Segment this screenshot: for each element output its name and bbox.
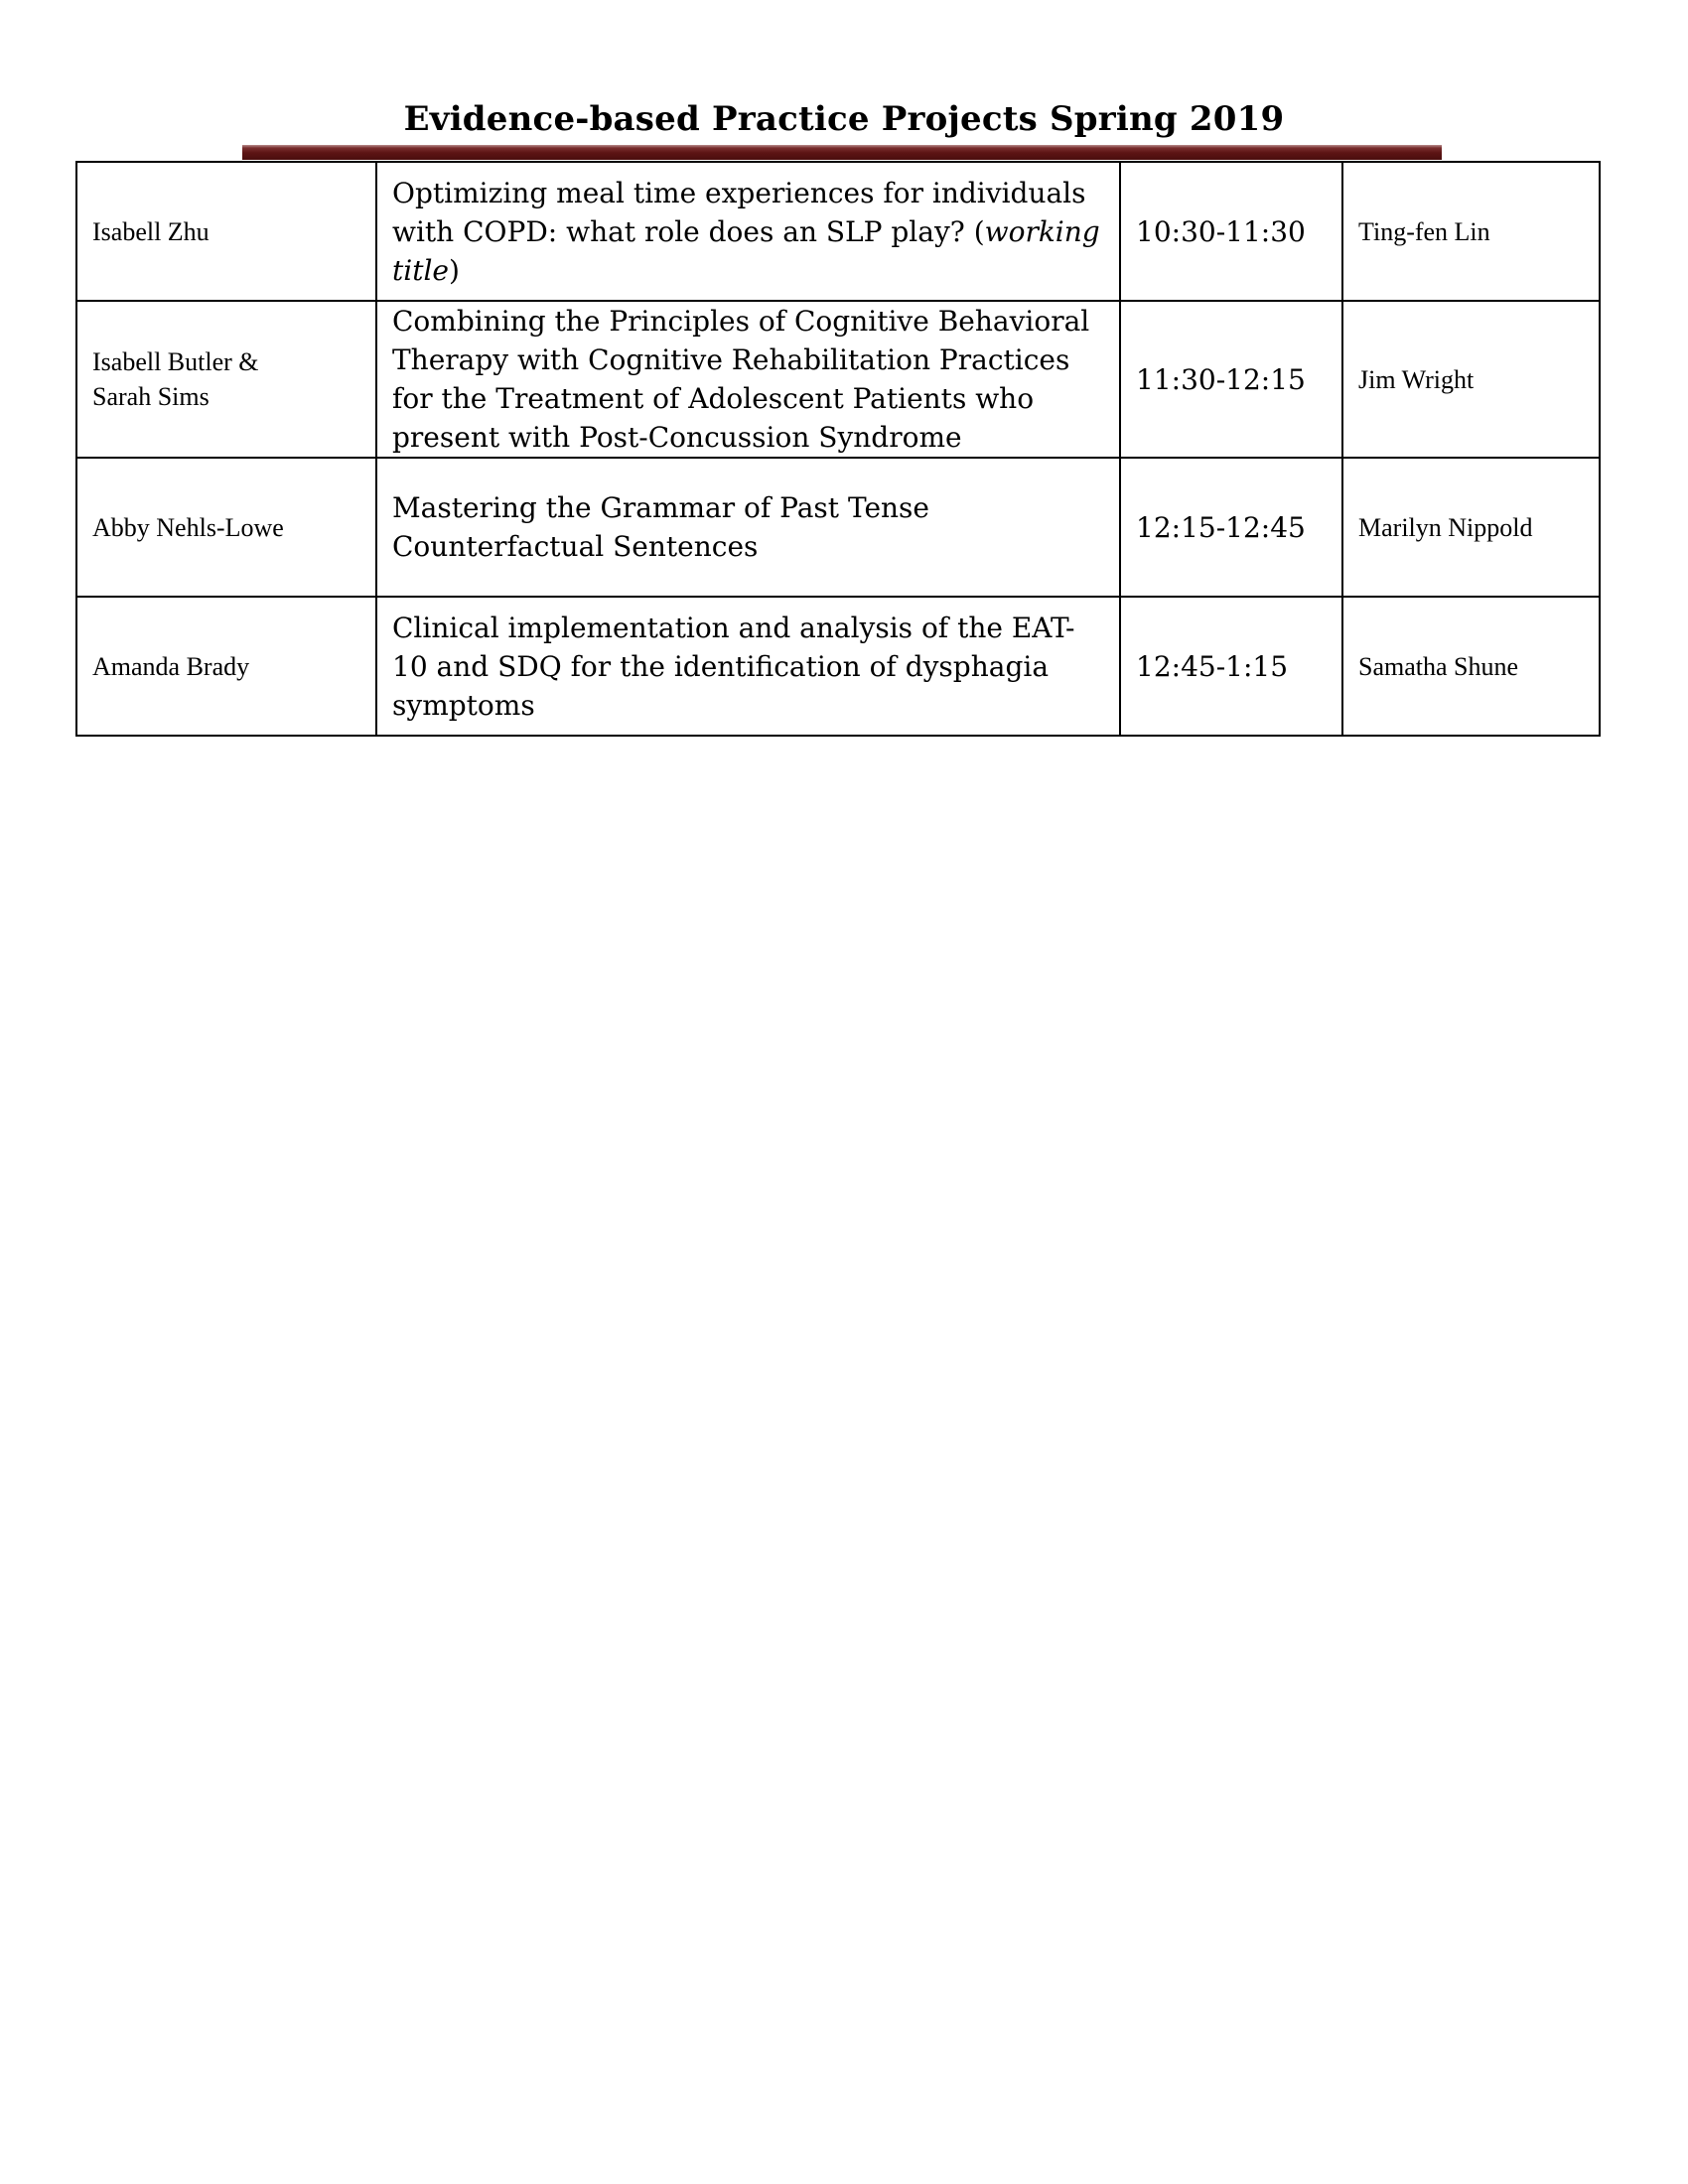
table-row xyxy=(76,597,1600,736)
project-title: Mastering the Grammar of Past Tense Counterfactual Sentences xyxy=(392,491,929,563)
presenter-cell xyxy=(76,597,376,736)
page-title: Evidence-based Practice Projects Spring 2019 xyxy=(403,99,1285,139)
advisor-name: Marilyn Nippold xyxy=(1358,512,1533,542)
advisor-cell xyxy=(1342,162,1600,301)
presenter-name: Sarah Sims xyxy=(92,382,210,411)
time-cell xyxy=(1120,458,1342,597)
time-slot: 11:30-12:15 xyxy=(1136,362,1306,396)
time-slot: 10:30-11:30 xyxy=(1136,214,1306,248)
table-row xyxy=(76,162,1600,301)
presenter-cell xyxy=(76,301,376,458)
time-cell xyxy=(1120,162,1342,301)
time-slot: 12:15-12:45 xyxy=(1136,510,1306,544)
project-title: Clinical implementation and analysis of the EAT-10 and SDQ for the identification of dysphagia symptoms xyxy=(392,611,1075,722)
advisor-cell xyxy=(1342,597,1600,736)
presenter-cell xyxy=(76,162,376,301)
table-row xyxy=(76,301,1600,458)
advisor-cell xyxy=(1342,458,1600,597)
time-slot: 12:45-1:15 xyxy=(1136,649,1289,683)
title-divider xyxy=(242,145,1442,160)
advisor-name: Ting-fen Lin xyxy=(1358,216,1490,246)
presenter-name: Amanda Brady xyxy=(92,651,250,681)
advisor-cell xyxy=(1342,301,1600,458)
time-cell xyxy=(1120,301,1342,458)
advisor-name: Samatha Shune xyxy=(1358,651,1519,681)
project-title: Optimizing meal time experiences for individuals with COPD: what role does an SLP play? ( xyxy=(392,176,1086,248)
project-title-note: working title xyxy=(392,214,1100,287)
presenter-name: Isabell Zhu xyxy=(92,216,210,246)
advisor-name: Jim Wright xyxy=(1358,364,1475,394)
project-title: Combining the Principles of Cognitive Behavioral Therapy with Cognitive Rehabilitation Practices for the Treatment of Adolescent Patients who present with Post-Concussion Syndrome xyxy=(392,305,1090,454)
presenter-name: Isabell Butler & xyxy=(92,347,259,376)
project-title-cell xyxy=(376,301,1120,458)
schedule-table xyxy=(75,161,1601,737)
project-title-cell xyxy=(376,597,1120,736)
table-row xyxy=(76,458,1600,597)
project-title-cell xyxy=(376,458,1120,597)
project-title-cell xyxy=(376,162,1120,301)
presenter-cell xyxy=(76,458,376,597)
project-title-end: ) xyxy=(448,253,460,287)
time-cell xyxy=(1120,597,1342,736)
presenter-name: Abby Nehls-Lowe xyxy=(92,512,284,542)
